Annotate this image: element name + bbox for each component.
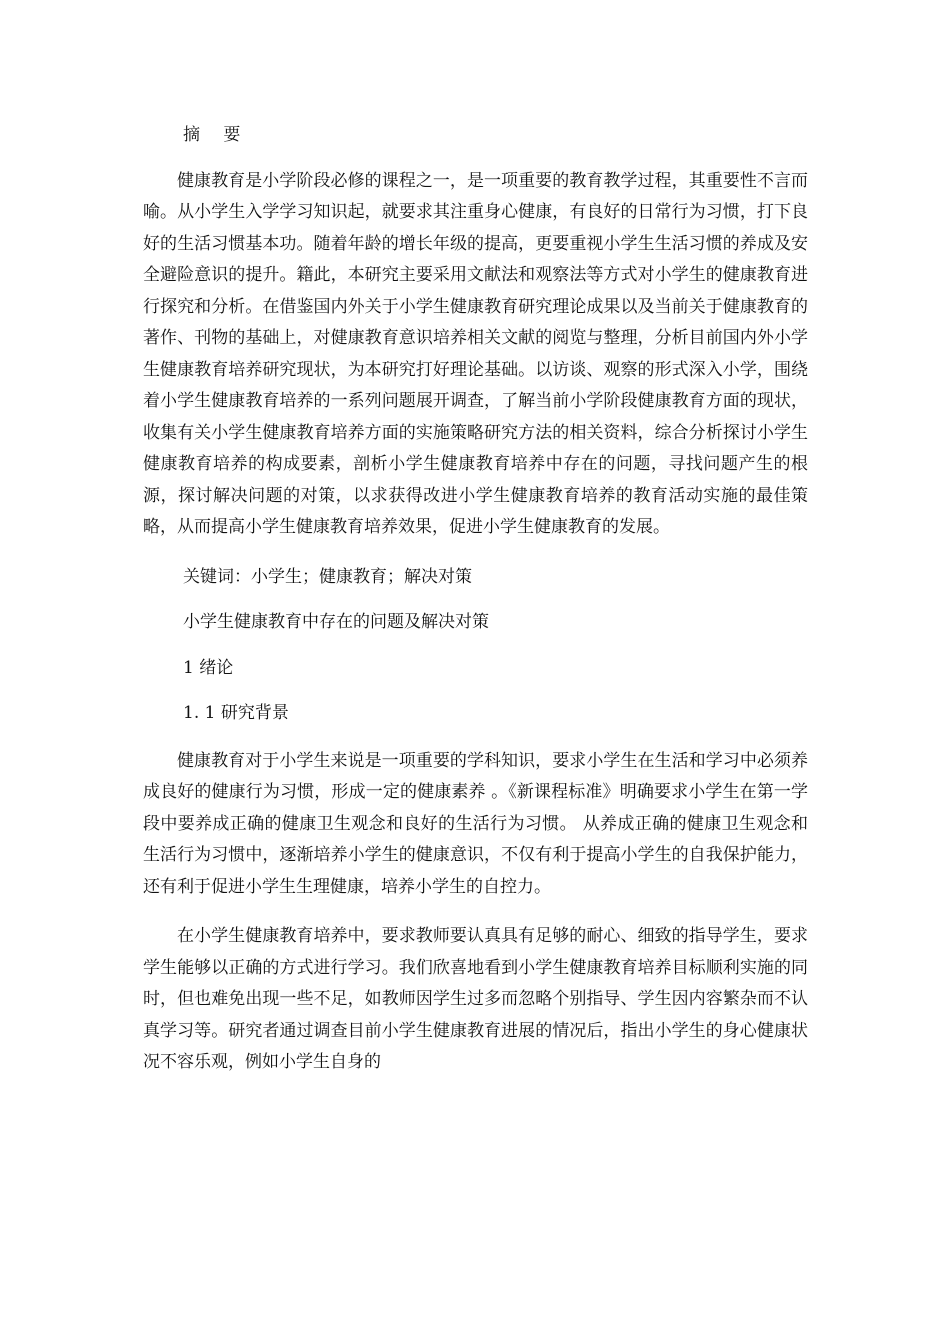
body-paragraph-2: 在小学生健康教育培养中，要求教师要认真具有足够的耐心、细致的指导学生，要求学生能够以正确的方式进行学习。我们欣喜地看到小学生健康教育培养目标顺利实施的同时，但也难免出现一些不足，如教师因学生过多而忽略个别指导、学生因内容繁杂而不认真学习等。研究者通过调查目前小学生健康教育进展的情况后，指出小学生的身心健康状况不容乐观，例如小学生自身的	[143, 926, 808, 1072]
body-paragraph-1: 健康教育对于小学生来说是一项重要的学科知识，要求小学生在生活和学习中必须养成良好的健康行为习惯，形成一定的健康素养 。《新课程标准》明确要求小学生在第一学段中要养成正确的健康卫生观念和良好的生活行为习惯。 从养成正确的健康卫生观念和生活行为习惯中，逐渐培养小学生的健康意识，不仅有利于提高小学生的自我保护能力，还有利于促进小学生生理健康，培养小学生的自控力。	[143, 750, 808, 897]
spacer	[143, 684, 808, 698]
section-heading: 1. 1 研究背景	[183, 703, 289, 723]
spacer	[143, 730, 808, 746]
paper-title: 小学生健康教育中存在的问题及解决对策	[183, 612, 489, 632]
spacer	[143, 544, 808, 562]
abstract-body: 健康教育是小学阶段必修的课程之一，是一项重要的教育教学过程，其重要性不言而喻。从小学生入学学习知识起，就要求其注重身心健康，有良好的日常行为习惯，打下良好的生活习惯基本功。随着年龄的增长年级的提高，更要重视小学生生活习惯的养成及安全避险意识的提升。籍此，本研究主要采用文献法和观察法等方式对小学生的健康教育进行探究和分析。在借鉴国内外关于小学生健康教育研究理论成果以及当前关于健康教育的著作、刊物的基础上，对健康教育意识培养相关文献的阅览与整理，分析目前国内外小学生健康教育培养研究现状，为本研究打好理论基础。以访谈、观察的形式深入小学，围绕着小学生健康教育培养的一系列问题展开调查，了解当前小学阶段健康教育方面的现状，收集有关小学生健康教育培养方面的实施策略研究方法的相关资料，综合分析探讨小学生健康教育培养的构成要素，剖析小学生健康教育培养中存在的问题，寻找问题产生的根源，探讨解决问题的对策，以求获得改进小学生健康教育培养的教育活动实施的最佳策略，从而提高小学生健康教育培养效果，促进小学生健康教育的发展。	[143, 170, 808, 537]
keywords-line: 关键词：小学生；健康教育；解决对策	[183, 566, 472, 587]
document-content	[143, 120, 808, 1079]
spacer	[143, 593, 808, 607]
spacer	[143, 903, 808, 921]
chapter-heading: 1 绪论	[183, 657, 234, 678]
spacer	[143, 639, 808, 653]
abstract-title: 摘 要	[183, 125, 250, 145]
